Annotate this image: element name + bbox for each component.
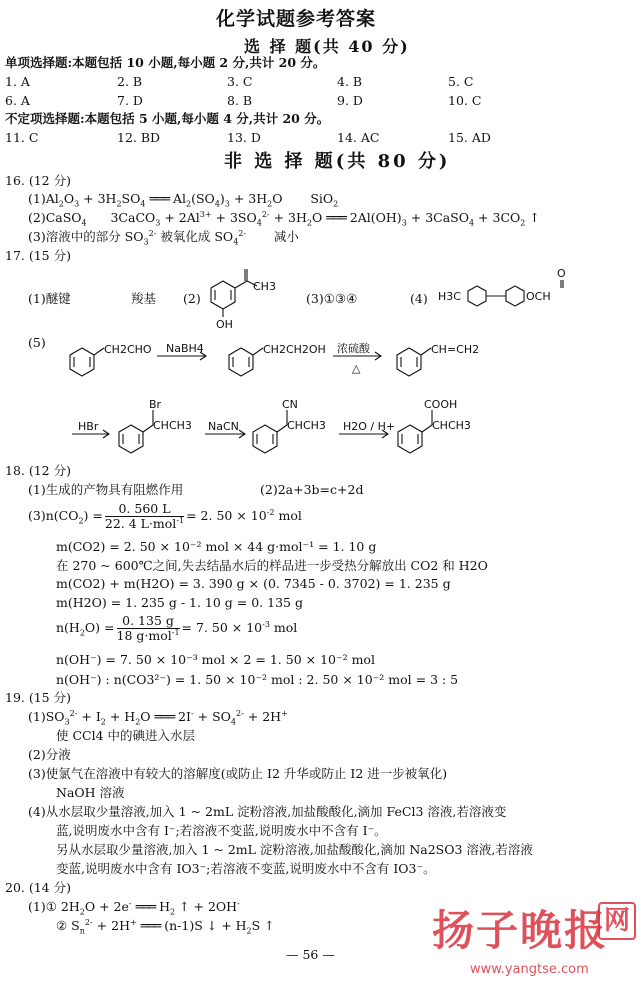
q18-heading: 18. (12 分) — [5, 463, 71, 478]
heat-symbol: △ — [352, 362, 361, 375]
q19-answer-3b: NaOH 溶液 — [56, 785, 125, 800]
ch2ch2oh-label: CH2CH2OH — [263, 343, 326, 356]
watermark-badge: 网 — [598, 902, 636, 940]
nacn-label: NaCN — [208, 420, 239, 433]
q19-answer-4-line1: (4)从水层取少量溶液,加入 1 ~ 2mL 淀粉溶液,加盐酸酸化,滴加 FeCl3 溶液,若溶液变 — [28, 804, 507, 819]
q18-answer-2: (2)2a+3b=c+2d — [260, 482, 364, 497]
q17-answer-1: (1)醚键 — [28, 291, 71, 306]
answer-5: 5. C — [448, 74, 474, 89]
answer-13: 13. D — [227, 130, 261, 145]
q20-answer-2: ② $S_n^{2-} + 2H^+$ ═══ (n-1)S ↓ + $H_2S$ ↑ — [56, 917, 275, 936]
answer-12: 12. BD — [117, 130, 161, 145]
hydroxyacetophenone-structure — [211, 269, 257, 317]
q19-answer-1: $(1)SO_3^{2-} + I_2 + H_2O$ ═══ $2I^- + SO_4^{2-} + 2H^+$ — [28, 708, 288, 727]
q19-answer-2: (2)分液 — [28, 747, 71, 762]
q19-answer-1b: 使 CCl4 中的碘进入水层 — [56, 728, 196, 743]
q17-answer-3: (3)①③④ — [306, 291, 358, 306]
watermark-logo: 扬子晚报 — [432, 906, 609, 955]
o-label: O — [557, 267, 566, 280]
chch3-label-1: CHCH3 — [153, 419, 192, 432]
q18-line-mh2o: m(H2O) = 1. 235 g - 1. 10 g = 0. 135 g — [56, 595, 303, 610]
q16-heading: 16. (12 分) — [5, 173, 71, 188]
answer-15: 15. AD — [448, 130, 491, 145]
nabh4-label: NaBH4 — [166, 342, 204, 355]
q17-answer-1b: 羧基 — [131, 291, 157, 306]
q18-answer-3-ncO2: $(3)n(CO_2)$ = $\frac{0. 560 L}{22. 4 L\cdot mol^{-1}}$ = 2. $50 \times 10^{-2}$ mol — [28, 501, 302, 531]
br-label: Br — [149, 398, 162, 411]
answer-1: 1. A — [5, 74, 30, 89]
q18-line-nh2o: $n(H_2O)$ = $\frac{0. 135 g}{18 g\cdot mol^{-1}}$ = 7. $50 \times 10^{-3}$ mol — [56, 613, 298, 643]
answer-14: 14. AC — [337, 130, 380, 145]
q17-answer-4-label: (4) — [410, 291, 428, 306]
single-choice-intro: 单项选择题:本题包括 10 小题,每小题 2 分,共计 20 分。 — [5, 55, 326, 70]
answer-8: 8. B — [227, 93, 253, 108]
q17-answer-5-label: (5) — [28, 335, 46, 350]
q18-line-noh: n(OH⁻) = 7. 50 × 10⁻³ mol × 2 = 1. 50 × 10⁻² mol — [56, 652, 375, 667]
answer-3: 3. C — [227, 74, 253, 89]
q18-line-ratio: n(OH⁻) : n(CO3²⁻) = 1. 50 × 10⁻² mol : 2. 50 × 10⁻² mol = 3 : 5 — [56, 672, 459, 687]
section-choice-heading: 选 择 题(共 40 分) — [244, 37, 410, 56]
answer-2: 2. B — [117, 74, 143, 89]
section-nonchoice-heading: 非 选 择 题(共 80 分) — [224, 151, 451, 172]
chch3-label-3: CHCH3 — [432, 419, 471, 432]
multi-choice-intro: 不定项选择题:本题包括 5 小题,每小题 4 分,共计 20 分。 — [5, 111, 330, 126]
q19-answer-3: (3)使氯气在溶液中有较大的溶解度(或防止 I2 升华或防止 I2 进一步被氧化) — [28, 766, 448, 781]
chch3-label-2: CHCH3 — [287, 419, 326, 432]
q19-answer-4-line2: 蓝,说明废水中含有 I⁻;若溶液不变蓝,说明废水中不含有 I⁻。 — [56, 823, 387, 838]
q18-line-mco2: m(CO2) = 2. 50 × 10⁻² mol × 44 g·mol⁻¹ = 1. 10 g — [56, 539, 377, 554]
q18-line-range: 在 270 ~ 600℃之间,失去结晶水后的样品进一步受热分解放出 CO2 和 H2O — [56, 558, 488, 573]
q20-heading: 20. (14 分) — [5, 880, 71, 895]
answer-6: 6. A — [5, 93, 30, 108]
cooh-label: COOH — [424, 398, 458, 411]
q17-structures — [0, 255, 640, 465]
answer-7: 7. D — [117, 93, 143, 108]
answer-4: 4. B — [337, 74, 363, 89]
hbr-label: HBr — [78, 420, 99, 433]
q16-answer-2: (2)CaSO$_4$ 3CaCO$_3$ + $2Al^{3+} + 3SO_4^{2-} + 3H_2O$ ═══ $2Al(OH)_3$ + 3CaSO$_4$ + $3CO_2$ ↑ — [28, 209, 540, 228]
q19-heading: 19. (15 分) — [5, 690, 71, 705]
answer-10: 10. C — [448, 93, 482, 108]
h3c-label: H3C — [438, 290, 461, 303]
q16-answer-3: (3)溶液中的部分 $SO_3^{2-}$ 被氧化成 $SO_4^{2-}$ 减小 — [28, 228, 299, 247]
q19-answer-4-line4: 变蓝,说明废水中含有 IO3⁻;若溶液不变蓝,说明废水中不含有 IO3⁻。 — [56, 861, 436, 876]
page-number: — 56 — — [286, 947, 335, 962]
q16-answer-1: $(1)Al_2O_3 + 3H_2SO_4$ ═══ $Al_2(SO_4)_3 + 3H_2O$ SiO$_2$ — [28, 191, 339, 209]
oh-label: OH — [216, 318, 233, 331]
q18-line-sum: m(CO2) + m(H2O) = 3. 390 g × (0. 7345 - 0. 3702) = 1. 235 g — [56, 576, 451, 591]
q20-answer-1: (1)① $2H_2O + 2e^-$ ═══ $H_2$ ↑ + 2OH- — [28, 898, 240, 917]
conc-h2so4-label: 浓硫酸 — [337, 342, 370, 355]
q17-answer-2-label: (2) — [183, 291, 201, 306]
ester-label: OCH — [526, 290, 551, 303]
q17-heading: 17. (15 分) — [5, 248, 71, 263]
ch-ch2-label: CH=CH2 — [431, 343, 480, 356]
ch2cho-label: CH2CHO — [104, 343, 152, 356]
q18-answer-1: (1)生成的产物具有阻燃作用 — [28, 482, 184, 497]
page-title: 化学试题参考答案 — [216, 8, 377, 30]
watermark-site: www.yangtse.com — [470, 962, 589, 977]
h2o-h-label: H2O / H+ — [343, 420, 396, 433]
q19-answer-4-line3: 另从水层取少量溶液,加入 1 ~ 2mL 淀粉溶液,加盐酸酸化,滴加 Na2SO3 溶液,若溶液 — [56, 842, 533, 857]
cn-label: CN — [282, 398, 298, 411]
answer-9: 9. D — [337, 93, 363, 108]
ch3-label: CH3 — [253, 280, 276, 293]
answer-11: 11. C — [5, 130, 39, 145]
